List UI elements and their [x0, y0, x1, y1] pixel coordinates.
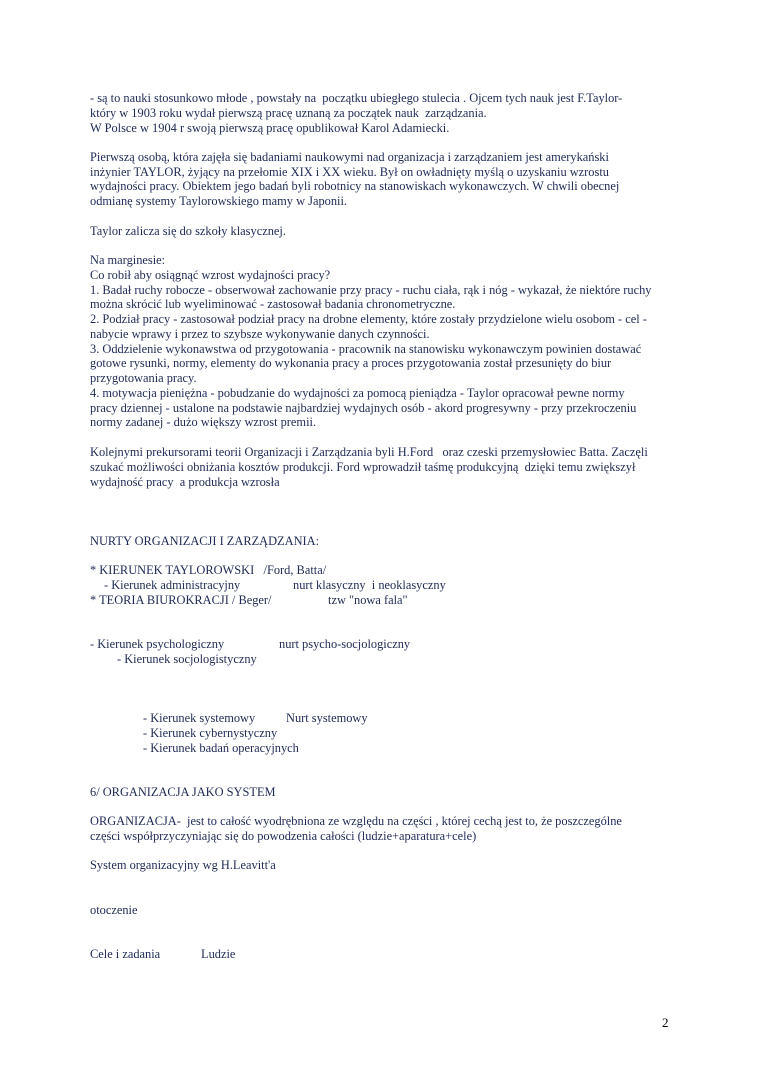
taylor-line-2: inżynier TAYLOR, żyjący na przełomie XIX i XX wieku. Był on owładnięty myślą o uzyskaniu wzrostu — [90, 165, 609, 179]
margin-line-7: 3. Oddzielenie wykonawstwa od przygotowania - pracownik na stanowisku wykonawczym powinien dostawać — [90, 342, 642, 356]
trend-bureaucracy: * TEORIA BIUROKRACJI / Beger/ — [90, 593, 272, 607]
trend-taylor: * KIERUNEK TAYLOROWSKI /Ford, Batta/ — [90, 563, 327, 577]
margin-line-12: normy zadanej - dużo większy wzrost premii. — [90, 415, 317, 429]
trend-admin: - Kierunek administracyjny — [104, 578, 241, 592]
taylor-line-4: odmianę systemy Taylorowskiego mamy w Japonii. — [90, 194, 348, 208]
predecessors-line-1: Kolejnymi prekursorami teorii Organizacji i Zarządzania byli H.Ford oraz czeski przemysłowiec Batta. Zaczęli — [90, 445, 648, 459]
margin-line-6: nabycie wprawy i przez to szybsze wykonywanie danych czynności. — [90, 327, 430, 341]
trend-soc: - Kierunek socjologistyczny — [117, 652, 257, 666]
section-6-heading: 6/ ORGANIZACJA JAKO SYSTEM — [90, 785, 276, 799]
environment-label: otoczenie — [90, 903, 138, 917]
trend-operations: - Kierunek badań operacyjnych — [143, 741, 299, 755]
margin-line-8: gotowe rysunki, normy, elementy do wykonania pracy a proces przygotowania został przesunięty do biur — [90, 356, 612, 370]
margin-line-9: przygotowania pracy. — [90, 371, 197, 385]
leavitt-system-line: System organizacyjny wg H.Leavitt'a — [90, 858, 276, 872]
intro-line-1: - są to nauki stosunkowo młode , powstały na początku ubiegłego stulecia . Ojcem tych nauk jest F.Taylor- — [90, 91, 623, 105]
taylor-line-1: Pierwszą osobą, która zajęła się badaniami naukowymi nad organizacja i zarządzaniem jest amerykański — [90, 150, 609, 164]
organization-def-line-1: ORGANIZACJA- jest to całość wyodrębniona ze względu na części , której cechą jest to, że poszczególne — [90, 814, 622, 828]
trend-systems: - Kierunek systemowy — [143, 711, 256, 725]
intro-line-3: W Polsce w 1904 r swoją pierwszą pracę opublikował Karol Adamiecki. — [90, 121, 450, 135]
classical-school-line: Taylor zalicza się do szkoły klasycznej. — [90, 224, 286, 238]
page-number: 2 — [662, 1015, 669, 1030]
predecessors-line-2: szukać możliwości obniżania kosztów produkcji. Ford wprowadził taśmę produkcyjną dzięki temu zwiększył — [90, 460, 636, 474]
margin-line-5: 2. Podział pracy - zastosował podział pracy na drobne elementy, które zostały przydzielone wielu osobom - cel - — [90, 312, 647, 326]
trend-psych-soc: nurt psycho-socjologiczny — [279, 637, 411, 651]
margin-question: Co robił aby osiągnąć wzrost wydajności pracy? — [90, 268, 331, 282]
margin-line-4: można skrócić lub wyeliminować - zastosował badania chronometryczne. — [90, 297, 456, 311]
margin-heading: Na marginesie: — [90, 253, 166, 267]
trend-cyber: - Kierunek cybernystyczny — [143, 726, 278, 740]
margin-line-10: 4. motywacja pieniężna - pobudzanie do wydajności za pomocą pieniądza - Taylor opracował pewne normy — [90, 386, 625, 400]
trend-psych: - Kierunek psychologiczny — [90, 637, 225, 651]
organization-def-line-2: części współprzyczyniając się do powodzenia całości (ludzie+aparatura+cele) — [90, 829, 477, 843]
predecessors-line-3: wydajność pracy a produkcja wzrosła — [90, 475, 280, 489]
trends-heading: NURTY ORGANIZACJI I ZARZĄDZANIA: — [90, 534, 320, 548]
trend-classical: nurt klasyczny i neoklasyczny — [293, 578, 446, 592]
goals-label: Cele i zadania — [90, 947, 161, 961]
trend-systems-nurt: Nurt systemowy — [286, 711, 368, 725]
trend-new-wave: tzw "nowa fala" — [328, 593, 408, 607]
margin-line-3: 1. Badał ruchy robocze - obserwował zachowanie przy pracy - ruchu ciała, rąk i nóg - wykazał, że niektóre ruchy — [90, 283, 652, 297]
margin-line-11: pracy dziennej - ustalone na podstawie najbardziej wydajnych osób - akord progresywny - przy przekroczeniu — [90, 401, 637, 415]
intro-line-2: który w 1903 roku wydał pierwszą pracę uznaną za początek nauk zarządzania. — [90, 106, 487, 120]
people-label: Ludzie — [201, 947, 236, 961]
taylor-line-3: wydajności pracy. Obiektem jego badań byli robotnicy na stanowiskach wykonawczych. W chwili obecnej — [90, 179, 620, 193]
